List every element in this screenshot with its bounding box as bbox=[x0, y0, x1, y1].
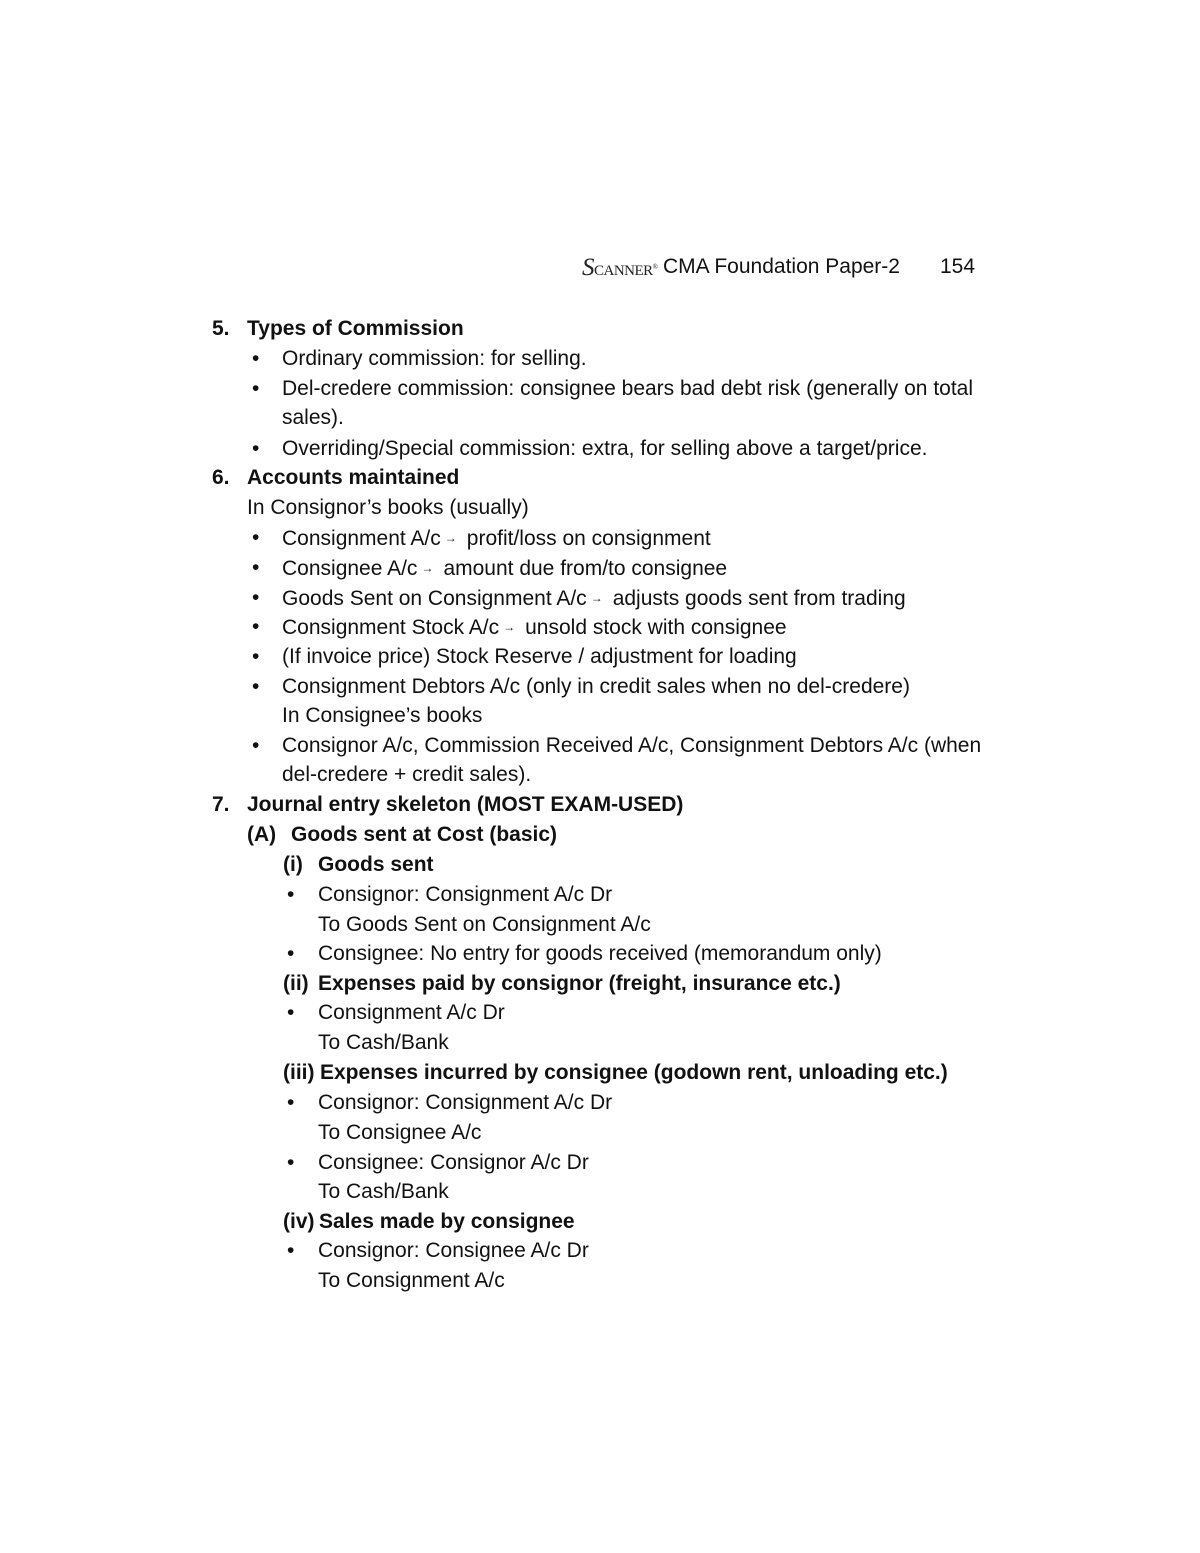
item-label: (iii) bbox=[283, 1061, 315, 1084]
list-item: Consignment Debtors A/c (only in credit sales when no del-credere) bbox=[282, 675, 910, 698]
journal-line: Consignor: Consignment A/c Dr bbox=[318, 883, 613, 906]
subheading: In Consignee’s books bbox=[282, 704, 483, 727]
item-heading: Sales made by consignee bbox=[319, 1210, 575, 1233]
journal-line: Consignor: Consignment A/c Dr bbox=[318, 1091, 613, 1114]
bullet-icon: • bbox=[252, 377, 260, 400]
section-heading: Journal entry skeleton (MOST EXAM-USED) bbox=[247, 793, 684, 816]
item-label: (i) bbox=[283, 853, 303, 876]
bullet-icon: • bbox=[287, 1239, 295, 1262]
list-item: Consignee A/c → amount due from/to consignee bbox=[282, 557, 728, 580]
arrow-right-icon: → bbox=[590, 591, 603, 605]
bullet-icon: • bbox=[287, 942, 295, 965]
journal-line: To Consignee A/c bbox=[318, 1121, 482, 1144]
bullet-icon: • bbox=[252, 347, 260, 370]
item-heading: Goods sent bbox=[318, 853, 434, 876]
item-heading: Expenses paid by consignor (freight, insurance etc.) bbox=[318, 972, 841, 995]
part-heading: Goods sent at Cost (basic) bbox=[291, 823, 558, 846]
list-item-continuation: sales). bbox=[282, 406, 344, 429]
section-number: 7. bbox=[212, 793, 230, 816]
header-title: CMA Foundation Paper-2 bbox=[663, 255, 900, 278]
subheading: In Consignor’s books (usually) bbox=[247, 496, 529, 519]
journal-line: Consignee: Consignor A/c Dr bbox=[318, 1151, 589, 1174]
bullet-icon: • bbox=[287, 1091, 295, 1114]
page-number: 154 bbox=[940, 255, 976, 278]
section-heading: Accounts maintained bbox=[247, 466, 460, 489]
journal-line: To Consignment A/c bbox=[318, 1269, 505, 1292]
bullet-icon: • bbox=[252, 586, 260, 609]
journal-line: To Goods Sent on Consignment A/c bbox=[318, 913, 651, 936]
journal-line: Consignment A/c Dr bbox=[318, 1001, 505, 1024]
page-header bbox=[580, 252, 980, 282]
journal-line: Consignor: Consignee A/c Dr bbox=[318, 1239, 589, 1262]
part-label: (A) bbox=[247, 823, 277, 846]
arrow-right-icon: → bbox=[444, 531, 457, 545]
bullet-icon: • bbox=[252, 556, 260, 579]
bullet-icon: • bbox=[252, 615, 260, 638]
section-heading: Types of Commission bbox=[247, 317, 464, 340]
bullet-icon: • bbox=[252, 734, 260, 757]
list-item: Goods Sent on Consignment A/c → adjusts goods sent from trading bbox=[282, 587, 906, 610]
bullet-icon: • bbox=[287, 1001, 295, 1024]
list-item-continuation: del-credere + credit sales). bbox=[282, 763, 532, 786]
arrow-right-icon: → bbox=[503, 620, 516, 634]
journal-line: To Cash/Bank bbox=[318, 1180, 449, 1203]
section-number: 6. bbox=[212, 466, 230, 489]
list-item: Ordinary commission: for selling. bbox=[282, 347, 587, 370]
list-item: (If invoice price) Stock Reserve / adjustment for loading bbox=[282, 645, 797, 668]
bullet-icon: • bbox=[252, 645, 260, 668]
item-label: (iv) bbox=[283, 1210, 315, 1233]
arrow-right-icon: → bbox=[421, 561, 434, 575]
bullet-icon: • bbox=[252, 437, 260, 460]
list-item: Consignment A/c → profit/loss on consignment bbox=[282, 527, 711, 550]
bullet-icon: • bbox=[252, 675, 260, 698]
journal-line: To Cash/Bank bbox=[318, 1031, 449, 1054]
bullet-icon: • bbox=[287, 1151, 295, 1174]
bullet-icon: • bbox=[287, 883, 295, 906]
list-item: Consignor A/c, Commission Received A/c, Consignment Debtors A/c (when bbox=[282, 734, 982, 757]
section-number: 5. bbox=[212, 317, 230, 340]
item-label: (ii) bbox=[283, 972, 309, 995]
item-heading: Expenses incurred by consignee (godown rent, unloading etc.) bbox=[320, 1061, 948, 1084]
list-item: Overriding/Special commission: extra, for selling above a target/price. bbox=[282, 437, 928, 460]
list-item: Del-credere commission: consignee bears bad debt risk (generally on total bbox=[282, 377, 974, 400]
scanner-logo: SCANNER® bbox=[582, 254, 658, 281]
list-item: Consignment Stock A/c → unsold stock with consignee bbox=[282, 616, 787, 639]
journal-line: Consignee: No entry for goods received (memorandum only) bbox=[318, 942, 882, 965]
bullet-icon: • bbox=[252, 526, 260, 549]
